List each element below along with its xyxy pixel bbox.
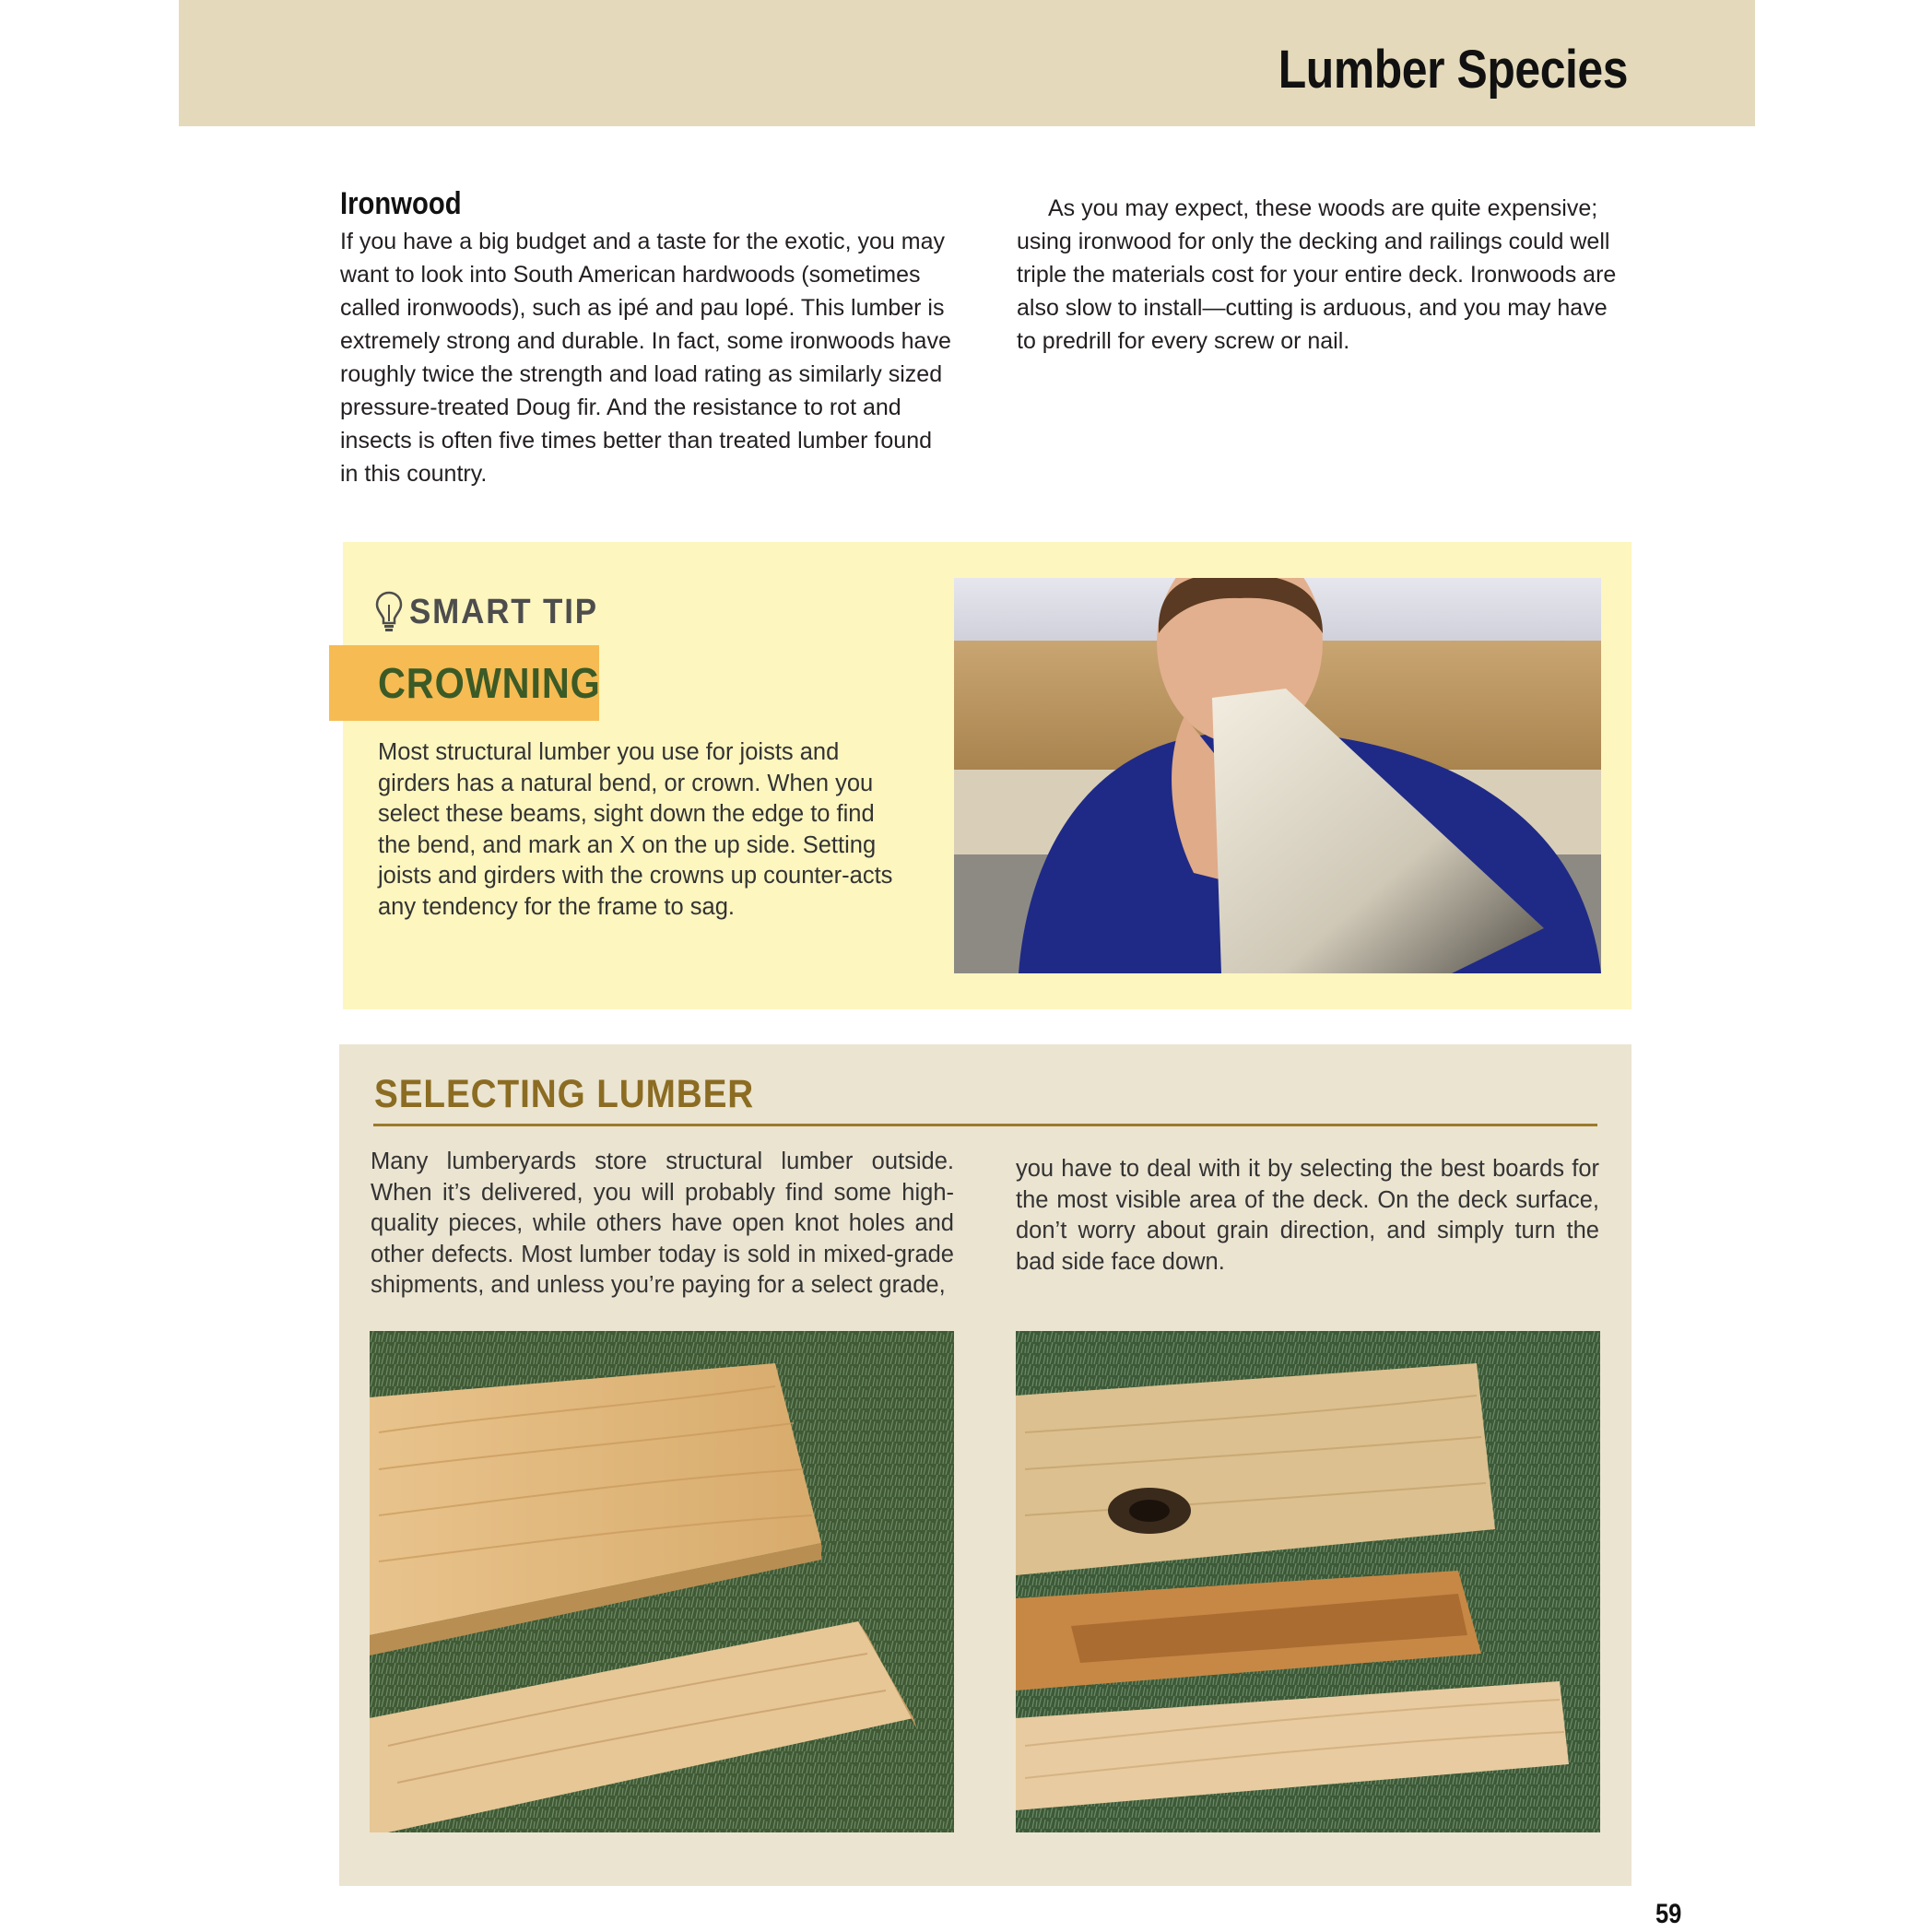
lightbulb-icon — [374, 590, 404, 634]
page-number: 59 — [1655, 1899, 1682, 1929]
ironwood-column-2 — [1017, 192, 1632, 358]
title-divider — [373, 1124, 1597, 1126]
ironwood-heading: Ironwood — [340, 186, 462, 221]
ironwood-column-1 — [340, 225, 956, 490]
page-title: Lumber Species — [1278, 40, 1628, 100]
smart-tip-text: SMART TIP — [409, 592, 598, 631]
ironwood-paragraph-2: As you may expect, these woods are quite expensive; using ironwood for only the decking and railings could well triple the materials cost for your entire deck. Ironwoods are also slow to install—cutting is arduous, and you may have to predrill for every screw or nail. — [1017, 195, 1617, 354]
smart-tip-label — [374, 590, 615, 634]
ironwood-paragraph-1: If you have a big budget and a taste for the exotic, you may want to look into South American hardwoods (sometimes called ironwoods), such as ipé and pau lopé. This lumber is extremely strong and durable. In fact, some ironwoods have roughly twice the strength and load rating as similarly sized pressure-treated Doug fir. And the resistance to rot and insects is often five times better than treated lumber found in this country. — [340, 229, 951, 487]
crowning-photo — [954, 578, 1601, 973]
crowning-tab — [329, 645, 599, 721]
crowning-text: Most structural lumber you use for joists and girders has a natural bend, or crown. When you select these beams, sight down the edge to find the bend, and mark an X on the up side. Setting joists and girders with the crowns up counter-acts any tendency for the frame to sag. — [378, 739, 893, 920]
selecting-text-2: you have to deal with it by selecting the best boards for the most visible area of the deck. On the deck surface, don’t worry about grain direction, and simply turn the bad side face down. — [1016, 1156, 1599, 1275]
good-boards-photo — [370, 1331, 954, 1832]
selecting-lumber-title: SELECTING LUMBER — [374, 1072, 755, 1116]
crowning-title: CROWNING — [378, 659, 601, 707]
selecting-text-1: Many lumberyards store structural lumber outside. When it’s delivered, you will probably find some high-quality pieces, while others have open knot holes and other defects. Most lumber today is sold in mixed-grade shipments, and unless you’re paying for a select grade, — [371, 1149, 954, 1298]
page-header — [179, 0, 1755, 126]
defective-boards-photo — [1016, 1331, 1600, 1832]
